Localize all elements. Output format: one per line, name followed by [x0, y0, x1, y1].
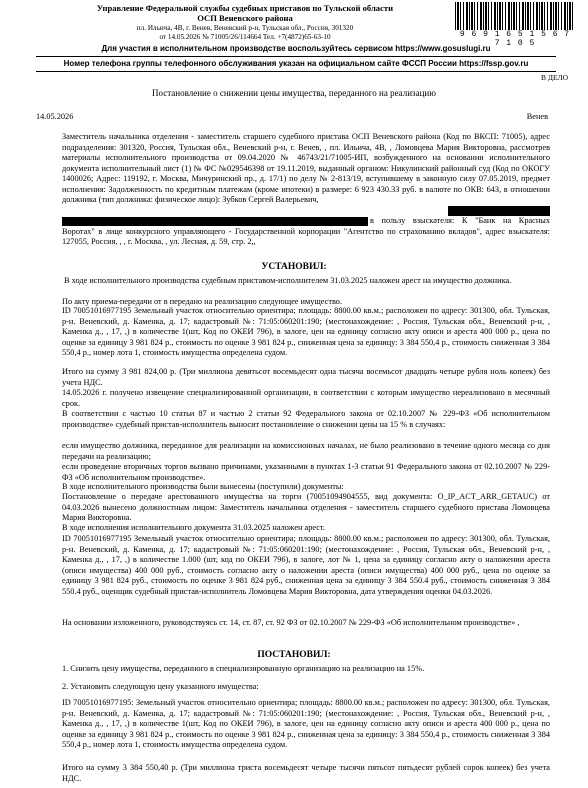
- phone-notice: Номер телефона группы телефонного обслуживания указан на официальном сайте ФССП России https://fssp.gov.ru: [63, 59, 529, 68]
- paragraph: Итого на сумму 3 384 550,40 р. (Три миллиона триста восемьдесят четыре тысячи пятьсот пятьдесят рублей сорок копеек) без учета НДС.: [62, 763, 550, 783]
- paragraph: 14.05.2026 г. получено извещение специализированной организации, в соответствии с которым имущество нереализовано в месячный срок.: [62, 388, 550, 408]
- divider: [36, 56, 556, 57]
- org-division: ОСП Веневского района: [197, 13, 293, 23]
- document-date: 14.05.2026: [36, 112, 74, 121]
- redaction-bar: [448, 206, 550, 216]
- v-delo-stamp: В ДЕЛО: [541, 73, 568, 82]
- barcode-image: [455, 2, 575, 30]
- intro-paragraph: Заместитель начальника отделения - заместитель старшего судебного пристава ОСП Веневского района (Код по ВКСП: 71005), адрес подразделения: 301320, Россия, Тульская обл., Веневский р-н, г. Венев, , пл. Ильича, 4В, , Ломовцева Мария Викторовна, рассмотрев материалы исполнительного производства от 09.04.2020 № 46743/21/71005-ИП, возбужденного на основании исполнительного документа исполнительный лист (1) № ФС №029546398 от 19.11.2019, выданный органом: Никулинский районный суд (Код по ОКОГУ 1400026; Адрес: 119192, г. Москва, Мичуринский пр., д. 17/1) по делу № 2-813/19, вступившему в законную силу 07.05.2019, предмет исполнения: Задолженность по кредитным платежам (кроме ипотеки) в размере: 6 923 430.33 руб. в валюте по ОКВ: 643, в отношении должника (тип должника: физическое лицо): Зубков Сергей Валерьевич,: [62, 132, 550, 204]
- resolution-item: 1. Снизить цену имущества, переданного в специализированную организацию на реализацию на 15%.: [62, 664, 425, 673]
- property-description: ID 70051016977195 Земельный участок относительно ориентира; площадь: 8800.00 кв.м.; расположен по адресу: 301300, обл. Тульская, р-н. Веневский, д. Каменка, д. 17; кадастровый №: 71:05:060201:190; (местонахождение: , Россия, Тульская обл., Веневский р-н, , Каменка д., , 17, ,) в количестве 1.000 (шт, код по ОКЕИ 796), в залоге, лот № 1, цена за единицу согласно акту о наложении ареста (описи имущества) 400 000 руб., стоимость согласно акту о наложении ареста (описи имущества) 400 000 руб., цена по оценке за единицу 3 981 824 руб., стоимость по оценке 3 981 824 руб., сниженная цена за единицу 3 384 550.4 руб., стоимость сниженная 3 384 550.4 руб., оценщик судебный пристав-исполнитель Ломовцева Мария Викторовна, дата утверждения оценки 04.03.2026.: [62, 534, 550, 596]
- paragraph: В соответствии с частью 10 статьи 87 и частью 2 статьи 92 Федерального закона от 02.10.2007 № 229-ФЗ «Об исполнительном производстве» судебный пристав-исполнитель выносит постановление о снижении цены на 15 % в случаях:: [62, 409, 550, 429]
- paragraph: если проведение вторичных торгов вызвано причинами, указанными в пунктах 1-3 статьи 91 Федерального закона от 02.10.2007 № 229-ФЗ «Об исполнительном производстве».: [62, 462, 550, 482]
- property-description: ID 70051016977195: Земельный участок относительно ориентира; площадь: 8800.00 кв.м.; расположен по адресу: 301300, обл. Тульская, р-н. Веневский, д. Каменка, д. 17; кадастровый №: 71:05:060201:190; (местонахождение: , Россия, Тульская обл., Веневский р-н, , Каменка д., , 17, ,) в количестве 1(шт, Код по ОКЕИ 796), в залоге, цен на единицу согласно акту описи и ареста 400 000 р., цена по оценке за единицу 3 981 824 р., стоимость по оценке 3 981 824 р., сниженная цена за единицу: 3 384 550,4 р., стоимость сниженная 3 384 550,4 р., номер лота 1, стоимость имущества определена судом.: [62, 698, 550, 749]
- paragraph: В ходе исполнительного производства судебным приставом-исполнителем 31.03.2025 наложен арест на имущество должника.: [64, 276, 512, 285]
- org-contacts: от 14.05.2026 № 71005/26/114664 Тел. +7(4872)65-63-10: [159, 33, 331, 41]
- intro-tail: в пользу взыскателя: К "Банк на Красных Воротах" в лице конкурсного управляющего - Государственной корпорации "Агентство по страхованию вкладов", адрес взыскателя: 127055, Россия, , , г. Москва, , ул. Лесная, д. 59, стр. 2,,: [62, 216, 550, 246]
- document-title: Постановление о снижении цены имущества, переданного на реализацию: [152, 88, 436, 98]
- document-place: Венев: [526, 112, 548, 121]
- divider: [36, 71, 556, 72]
- resolution-item: 2. Установить следующую цену указанного имущества:: [62, 682, 259, 691]
- postanovil-heading: ПОСТАНОВИЛ:: [257, 650, 331, 660]
- org-address: пл. Ильича, 4В, г. Венев, Веневский р-н, Тульская обл., Россия, 301320: [136, 24, 354, 32]
- gosuslugi-notice: Для участия в исполнительном производстве воспользуйтесь сервисом https://www.gosuslugi.ru: [101, 44, 491, 53]
- barcode-number: 9 6 9 1 6 5 1 5 6 7 7 1 0 5: [459, 30, 571, 48]
- paragraph: Постановление о передаче арестованного имущества на торги (70051094904555, вид документа: O_IP_ACT_ARR_GETAUC) от 04.03.2026 вынесено должностным лицом: Заместитель начальника отделения - заместитель старшего судебного пристава Ломовцева Мария Викторовна.: [62, 492, 550, 522]
- paragraph: По акту приема-передачи от в передано на реализацию следующее имущество.: [62, 297, 343, 306]
- property-description: ID 70051016977195 Земельный участок относительно ориентира; площадь: 8800.00 кв.м.; расположен по адресу: 301300, обл. Тульская, р-н. Веневский, д. Каменка, д. 17; кадастровый №: 71:05:060201:190; (местонахождение: , Россия, Тульская обл., Веневский р-н, , Каменка д., , 17, ,) в количестве 1(шт, Код по ОКЕИ 796), в залоге, цен на единицу согласно акту описи и ареста 400 000 р., цена по оценке за единицу 3 981 824 р., стоимость по оценке 3 981 824 р., сниженная цена за единицу: 3 384 550,4 р., стоимость сниженная 3 384 550,4 р., номер лота 1, стоимость имущества определена судом.: [62, 306, 550, 357]
- paragraph: если имущество должника, переданное для реализации на комиссионных началах, не было реализовано в течение одного месяца со дня передачи на реализацию;: [62, 441, 550, 461]
- paragraph: Итого на сумму 3 981 824,00 р. (Три миллиона девятьсот восемьдесят одна тысяча восемьсот двадцать четыре рубля ноль копеек) без учета НДС.: [62, 367, 550, 387]
- paragraph: На основании изложенного, руководствуясь ст. 14, ст. 87, ст. 92 ФЗ от 02.10.2007 № 229-ФЗ «Об исполнительном производстве» ,: [62, 618, 520, 627]
- paragraph: В ходе исполнения исполнительного документа 31.03.2025 наложен арест.: [62, 523, 325, 532]
- ustanovil-heading: УСТАНОВИЛ:: [261, 262, 327, 272]
- paragraph: В ходе исполнительного производства были вынесены (поступили) документы:: [62, 482, 344, 491]
- org-name: Управление Федеральной службы судебных приставов по Тульской области: [96, 3, 394, 13]
